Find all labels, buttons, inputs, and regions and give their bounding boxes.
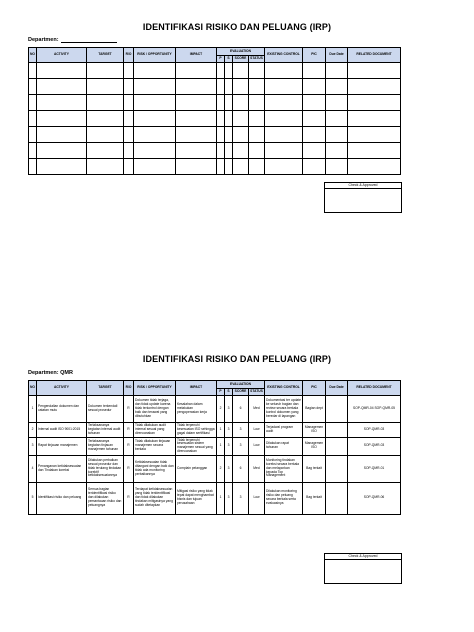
table-cell-ro[interactable] [124,159,134,175]
table-cell-ro[interactable] [124,63,134,79]
table-cell-p: 1 [217,423,225,438]
table-cell-no: 2 [29,423,37,438]
header-ro: R/O [124,48,134,63]
table-cell-impact[interactable] [176,63,217,79]
table-cell-status: Low [249,482,265,514]
table-cell-no[interactable] [29,127,37,143]
table-cell-p: 1 [217,438,225,456]
table-cell-doc: SOP-QMR-06 [348,482,401,514]
table-cell-impact[interactable] [176,79,217,95]
form1-department-value[interactable] [61,37,117,43]
table-cell-target[interactable] [87,143,124,159]
header-pic: PIC [303,381,326,396]
header-evaluation: EVALUATION [217,48,265,56]
table-cell-doc[interactable] [348,63,401,79]
table-row [29,423,401,438]
table-cell-risk[interactable] [134,127,176,143]
form1-approval-signature-area[interactable] [325,189,401,212]
table-cell-due [326,482,348,514]
table-cell-risk[interactable] [134,159,176,175]
table-cell-activity[interactable] [37,111,87,127]
table-cell-activity[interactable] [37,95,87,111]
table-cell-target: Dokumen terkendali sesuai prosedur [87,396,124,423]
form1-approval-box [324,182,402,213]
form2-table [28,380,401,515]
table-cell-pic[interactable] [303,79,326,95]
table-cell-p: 2 [217,396,225,423]
table-cell-p[interactable] [217,111,225,127]
header-no: NO [29,48,37,63]
table-cell-doc[interactable] [348,111,401,127]
header-s: S [225,389,233,396]
header-score: SCORE [233,389,249,396]
table-cell-status: Low [249,438,265,456]
table-cell-pic: Bagian dept [303,396,326,423]
table-cell-score[interactable] [233,159,249,175]
header-activity: ACTIVITY [37,48,87,63]
table-cell-ro[interactable] [124,95,134,111]
table-cell-activity: Pengendalian dokumen dan catatan mutu [37,396,87,423]
table-cell-control: Dilakukan rapat tahunan [265,438,303,456]
table-cell-impact: Complain pelanggan [176,455,217,482]
table-cell-score: 6 [233,396,249,423]
header-status: STATUS [249,56,265,63]
table-cell-impact[interactable] [176,111,217,127]
table-cell-control: Monitoring tindakan koreksi secara berkala dan melaporkan kepada Top Management [265,455,303,482]
table-cell-ro: R [124,438,134,456]
header-p: P [217,389,225,396]
table-row [29,143,401,159]
table-row [29,111,401,127]
table-row [29,95,401,111]
header-impact: IMPACT [176,381,217,396]
form2-approval-label: Check & Approved [325,554,401,560]
form2-approval-box [324,553,402,584]
table-cell-ro[interactable] [124,143,134,159]
table-cell-risk[interactable] [134,63,176,79]
table-cell-s: 3 [225,396,233,423]
table-cell-target[interactable] [87,79,124,95]
table-cell-activity: Penanganan ketidaksesuaian dan Tindakan koreksi [37,455,87,482]
table-cell-p: 2 [217,455,225,482]
header-due: Due Date [326,48,348,63]
header-target: TARGET [87,381,124,396]
table-cell-pic[interactable] [303,63,326,79]
header-control: EXISTING CONTROL [265,48,303,63]
table-cell-score[interactable] [233,127,249,143]
table-cell-target[interactable] [87,127,124,143]
table-cell-control[interactable] [265,79,303,95]
table-cell-s: 3 [225,438,233,456]
table-cell-doc[interactable] [348,159,401,175]
table-cell-pic[interactable] [303,95,326,111]
header-p: P [217,56,225,63]
table-cell-impact[interactable] [176,127,217,143]
table-cell-p[interactable] [217,159,225,175]
table-cell-s: 3 [225,482,233,514]
table-cell-ro: R [124,423,134,438]
table-cell-no: 5 [29,482,37,514]
table-cell-control[interactable] [265,143,303,159]
table-cell-score: 6 [233,455,249,482]
table-cell-s[interactable] [225,95,233,111]
table-cell-pic: Bag terkait [303,482,326,514]
table-cell-due[interactable] [326,111,348,127]
table-cell-target: Semua bagian teridentifikasi risiko dan dilakukan pemantauan risiko dan peluangnya [87,482,124,514]
table-row [29,63,401,79]
table-cell-status[interactable] [249,79,265,95]
table-cell-no: 3 [29,438,37,456]
form1-department-label: Departmen: [28,37,59,43]
table-cell-doc[interactable] [348,143,401,159]
table-cell-pic[interactable] [303,111,326,127]
table-cell-no: 4 [29,455,37,482]
form2-table-body [29,396,401,515]
table-cell-status[interactable] [249,111,265,127]
form1-approval-label: Check & Approved [325,183,401,189]
table-cell-p[interactable] [217,63,225,79]
table-cell-p[interactable] [217,127,225,143]
form2-department-label: Departmen: [28,370,59,376]
table-cell-status[interactable] [249,159,265,175]
table-cell-due [326,423,348,438]
form2-approval-signature-area[interactable] [325,560,401,583]
header-risk: RISK / OPPORTUNITY [134,381,176,396]
table-cell-due[interactable] [326,143,348,159]
table-cell-control: Dilakukan monitoring risiko dan peluang secara berkala serta evaluasinya [265,482,303,514]
table-cell-no[interactable] [29,79,37,95]
table-row [29,482,401,514]
form1-title: IDENTIFIKASI RISIKO DAN PELUANG (IRP) [142,22,332,32]
table-cell-pic: Managemen ISO [303,423,326,438]
table-cell-risk: Tidak dilakukan tinjauan manajemen secara berkala [134,438,176,456]
table-cell-s: 3 [225,423,233,438]
table-cell-score: 3 [233,438,249,456]
table-cell-control: Dokumentasi ter update ke seluruh bagian dan review secara berkala kontrol dokumen yang beredar di lapangan [265,396,303,423]
table-cell-control[interactable] [265,95,303,111]
form2-department [28,370,73,376]
table-cell-ro: R [124,482,134,514]
table-cell-impact: Tidak terpenuhi kesesuaian ISO sehingga gagal dalam sertifikasi [176,423,217,438]
table-cell-pic: Bag terkait [303,455,326,482]
table-cell-ro: R [124,455,134,482]
form2-title: IDENTIFIKASI RISIKO DAN PELUANG (IRP) [142,354,332,364]
header-doc: RELATED DOCUMENT [348,381,401,396]
table-cell-risk[interactable] [134,79,176,95]
table-cell-risk[interactable] [134,143,176,159]
table-cell-impact: Tidak terpenuhi kesesuaian sistem manajemen sesuai yang direncanakan [176,438,217,456]
header-target: TARGET [87,48,124,63]
table-cell-status[interactable] [249,127,265,143]
table-cell-no[interactable] [29,95,37,111]
table-cell-p[interactable] [217,95,225,111]
table-cell-impact[interactable] [176,95,217,111]
table-cell-pic[interactable] [303,159,326,175]
table-cell-activity[interactable] [37,127,87,143]
table-row [29,79,401,95]
table-cell-s[interactable] [225,143,233,159]
table-cell-doc: SOP-QMR-04 SOP-QMR-05 [348,396,401,423]
form2-department-value: QMR [60,370,73,376]
table-cell-s[interactable] [225,127,233,143]
table-cell-status[interactable] [249,143,265,159]
table-cell-control: Terjadwal program audit [265,423,303,438]
header-ro: R/O [124,381,134,396]
table-cell-ro: R [124,396,134,423]
table-cell-score: 3 [233,423,249,438]
table-cell-target[interactable] [87,111,124,127]
form1-table [28,47,401,175]
table-cell-p[interactable] [217,79,225,95]
table-cell-control[interactable] [265,159,303,175]
table-cell-activity[interactable] [37,79,87,95]
table-cell-activity: Identifikasi risiko dan peluang [37,482,87,514]
table-cell-activity[interactable] [37,143,87,159]
table-cell-doc[interactable] [348,127,401,143]
table-row [29,455,401,482]
table-cell-impact: Mitigasi risiko yang tidak tepat dapat menghambat bisnis dan tujuan perusahaan [176,482,217,514]
table-cell-score[interactable] [233,143,249,159]
table-cell-activity: Rapat tinjauan manajemen [37,438,87,456]
table-cell-score: 3 [233,482,249,514]
table-cell-p[interactable] [217,143,225,159]
table-cell-no[interactable] [29,159,37,175]
table-row [29,159,401,175]
table-cell-no[interactable] [29,111,37,127]
table-cell-due[interactable] [326,63,348,79]
form1-department [28,37,117,43]
table-cell-risk: Terdapat ketidaksesuaian yang tidak teridentifikasi dan tidak dilakukan tindakan mitigasinya yang sudah ditetapkan [134,482,176,514]
table-row [29,127,401,143]
table-row [29,396,401,423]
table-cell-score[interactable] [233,63,249,79]
table-cell-risk[interactable] [134,95,176,111]
table-cell-s: 3 [225,455,233,482]
header-status: STATUS [249,389,265,396]
table-cell-risk: Dokumen tidak terjaga, dan tidak update karena tidak terkontrol dengan baik dan terawat yang dibutuhkan [134,396,176,423]
table-cell-ro[interactable] [124,111,134,127]
table-cell-doc: SOP-QMR-03 [348,438,401,456]
table-cell-s[interactable] [225,79,233,95]
table-cell-due[interactable] [326,127,348,143]
header-no: NO [29,381,37,396]
header-control: EXISTING CONTROL [265,381,303,396]
table-cell-score[interactable] [233,95,249,111]
header-doc: RELATED DOCUMENT [348,48,401,63]
header-pic: PIC [303,48,326,63]
table-cell-activity[interactable] [37,159,87,175]
table-cell-control[interactable] [265,111,303,127]
table-cell-ro[interactable] [124,127,134,143]
table-cell-pic[interactable] [303,143,326,159]
table-cell-status: Med [249,396,265,423]
table-cell-activity[interactable] [37,63,87,79]
table-cell-impact[interactable] [176,143,217,159]
table-cell-score[interactable] [233,79,249,95]
header-risk: RISK / OPPORTUNITY [134,48,176,63]
table-cell-s[interactable] [225,111,233,127]
table-cell-ro[interactable] [124,79,134,95]
table-cell-activity: Internal audit ISO 9001:2015 [37,423,87,438]
table-cell-due [326,455,348,482]
header-evaluation: EVALUATION [217,381,265,389]
table-cell-pic[interactable] [303,127,326,143]
header-activity: ACTIVITY [37,381,87,396]
table-cell-status[interactable] [249,95,265,111]
table-cell-target[interactable] [87,159,124,175]
table-cell-status: Med [249,455,265,482]
table-cell-status: Low [249,423,265,438]
table-cell-risk: Ketidaksesuaian tidak ditangani dengan baik dan tidak ada monitoring perbaikannya [134,455,176,482]
form1-table-body [29,63,401,175]
table-cell-control[interactable] [265,127,303,143]
table-cell-s[interactable] [225,159,233,175]
table-cell-target[interactable] [87,63,124,79]
table-cell-doc: SOP-QMR-01 [348,455,401,482]
table-cell-no[interactable] [29,143,37,159]
header-score: SCORE [233,56,249,63]
table-cell-target[interactable] [87,95,124,111]
table-cell-control[interactable] [265,63,303,79]
table-cell-due[interactable] [326,95,348,111]
table-cell-due [326,438,348,456]
table-cell-due[interactable] [326,159,348,175]
table-cell-doc[interactable] [348,95,401,111]
table-cell-doc: SOP-QMR-03 [348,423,401,438]
table-cell-score[interactable] [233,111,249,127]
table-cell-target: Terlaksananya kegiatan internal audit tahunan [87,423,124,438]
table-cell-no[interactable] [29,63,37,79]
table-cell-no: 1 [29,396,37,423]
header-s: S [225,56,233,63]
table-cell-p: 1 [217,482,225,514]
header-due: Due Date [326,381,348,396]
table-cell-impact[interactable] [176,159,217,175]
table-cell-impact: Kesalahan dalam melakukan pengoperasian kerja [176,396,217,423]
table-cell-target: Terlaksananya kegiatan tinjauan manajemen tahunan [87,438,124,456]
table-cell-doc[interactable] [348,79,401,95]
table-cell-status[interactable] [249,63,265,79]
table-cell-risk: Tidak dilakukan audit internal sesuai yang direncanakan [134,423,176,438]
table-cell-pic: Managemen ISO [303,438,326,456]
table-cell-due[interactable] [326,79,348,95]
table-row [29,438,401,456]
table-cell-target: Dilakukan perbaikan sesuai prosedur dan tidak terulang tindakan korektif ketidaksesuaiannya [87,455,124,482]
table-cell-due [326,396,348,423]
header-impact: IMPACT [176,48,217,63]
table-cell-risk[interactable] [134,111,176,127]
table-cell-s[interactable] [225,63,233,79]
